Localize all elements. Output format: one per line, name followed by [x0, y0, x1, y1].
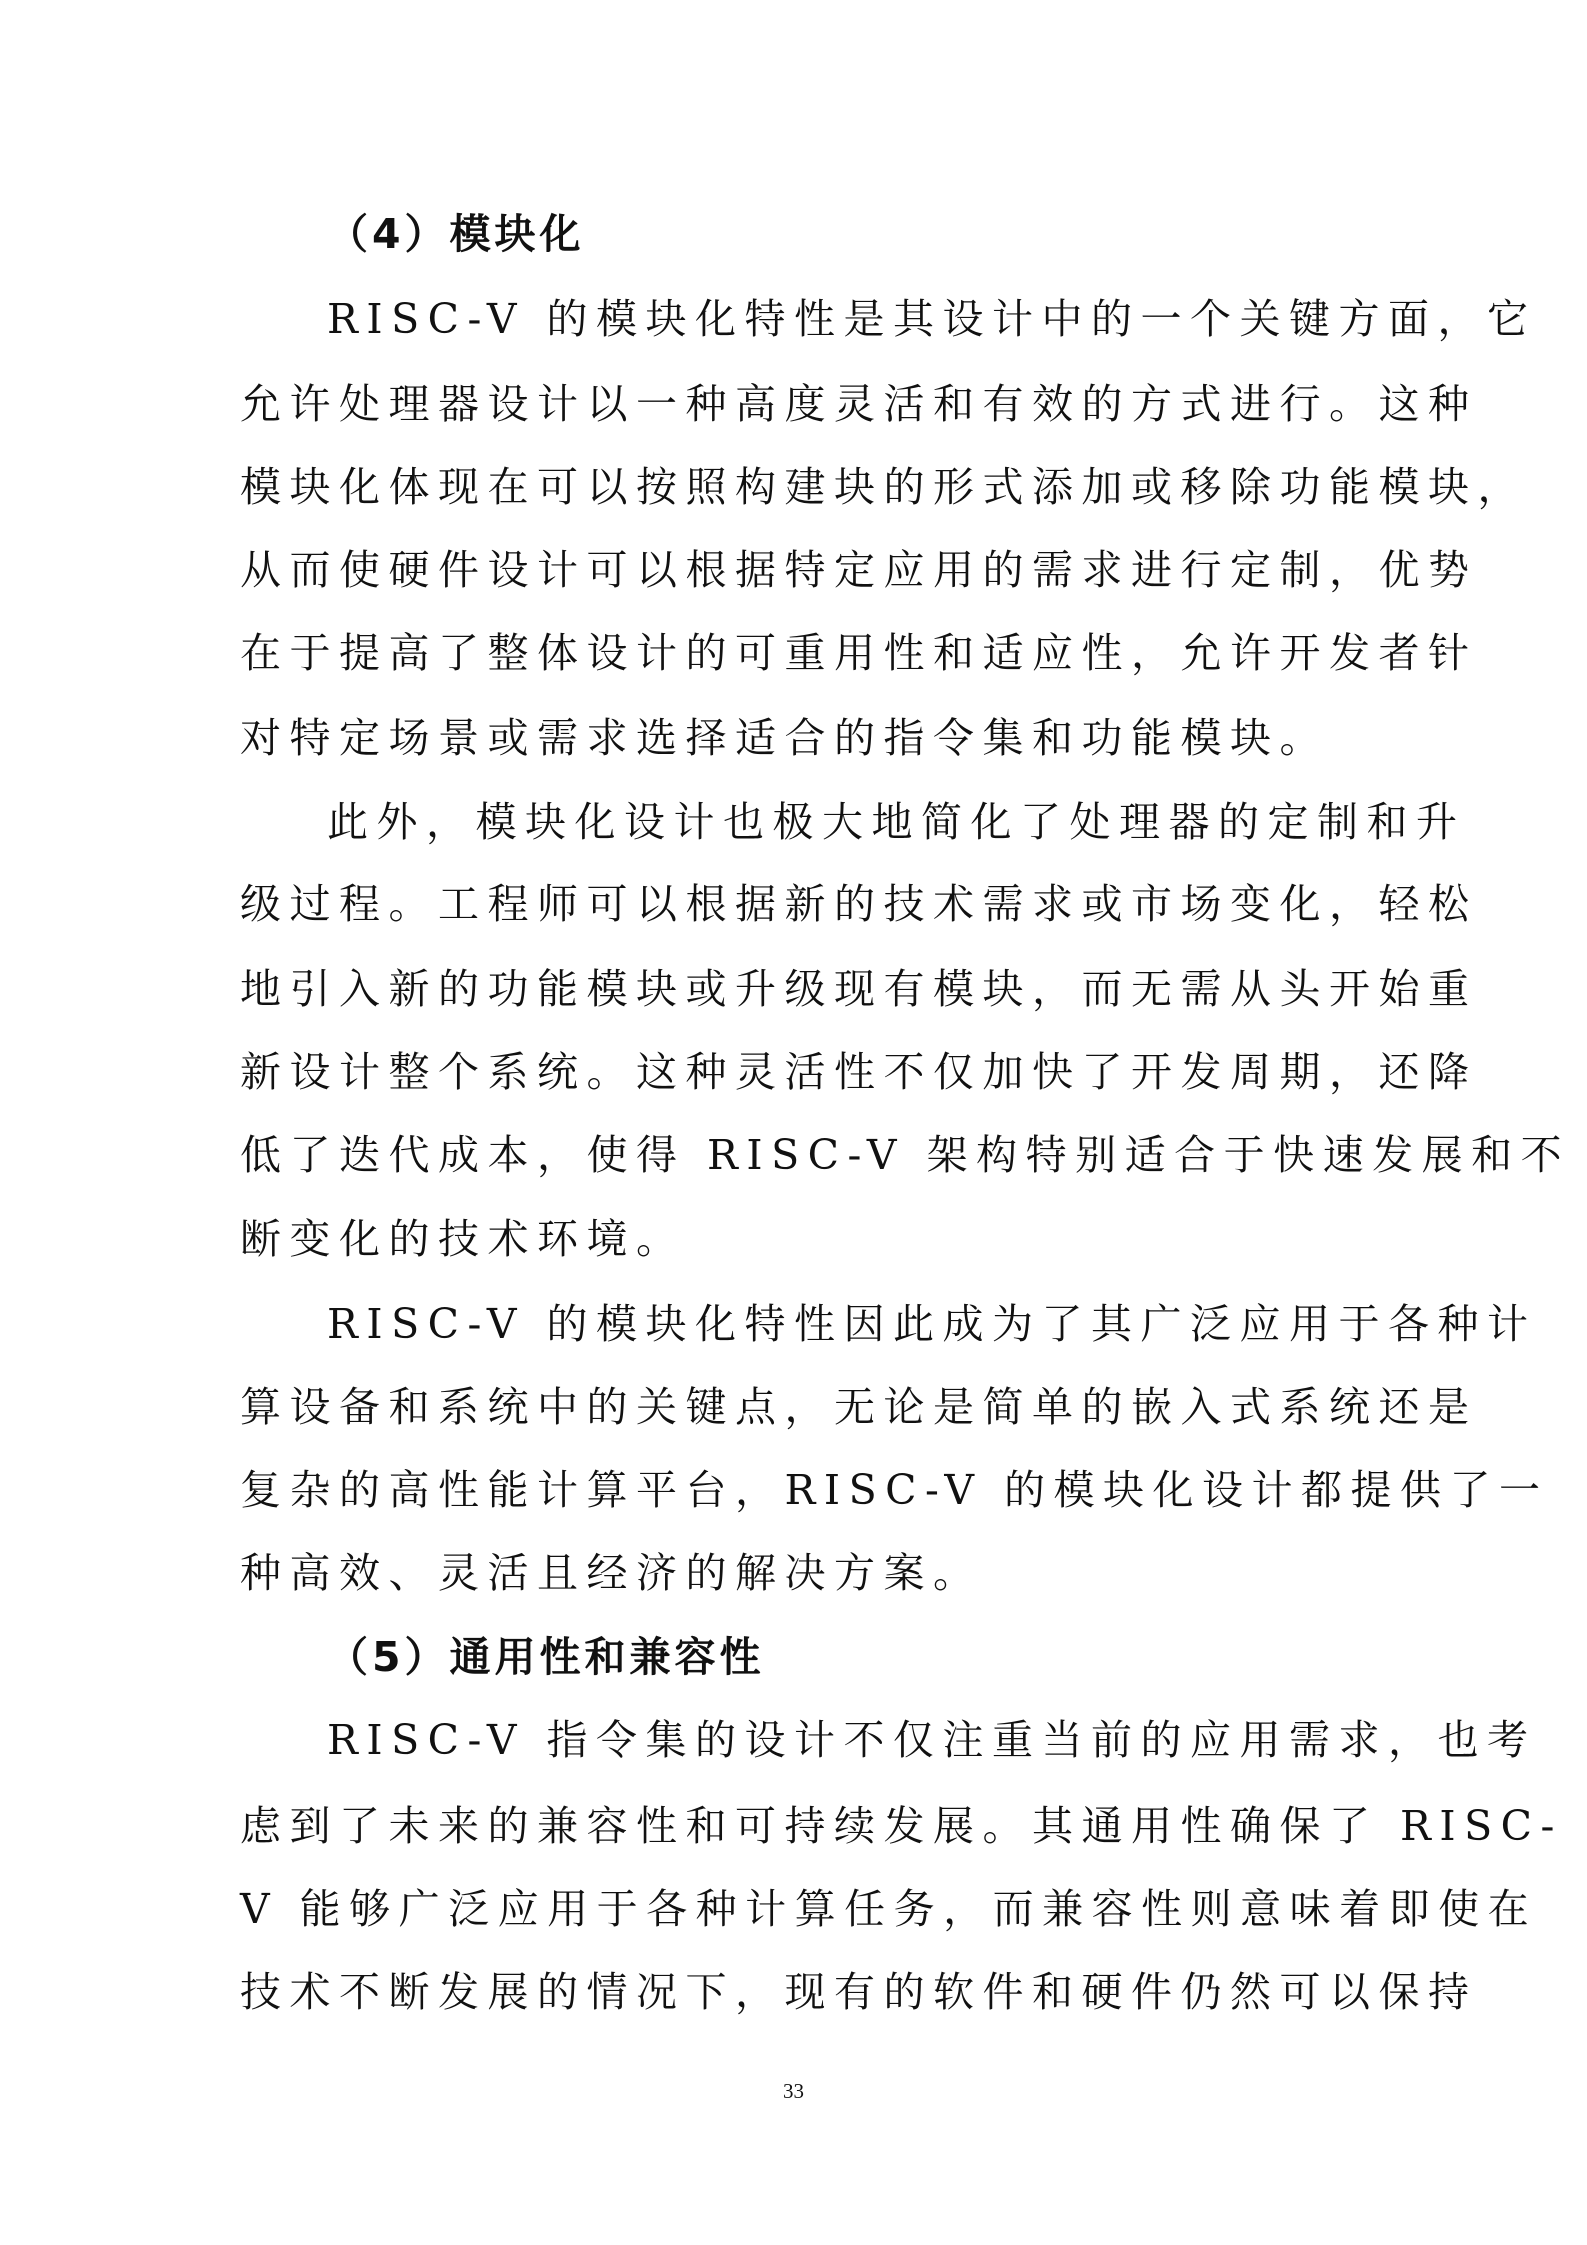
paragraph-line: 技术不断发展的情况下，现有的软件和硬件仍然可以保持 — [240, 1968, 1478, 2016]
paragraph-line: 断变化的技术环境。 — [240, 1215, 686, 1263]
paragraph-line: RISC-V 的模块化特性是其设计中的一个关键方面，它 — [327, 295, 1537, 343]
paragraph-line: 地引入新的功能模块或升级现有模块，而无需从头开始重 — [240, 965, 1478, 1013]
paragraph-line: 允许处理器设计以一种高度灵活和有效的方式进行。这种 — [240, 380, 1478, 428]
paragraph-line: 模块化体现在可以按照构建块的形式添加或移除功能模块， — [240, 463, 1527, 511]
paragraph-line: 级过程。工程师可以根据新的技术需求或市场变化，轻松 — [240, 880, 1478, 928]
paragraph-line: 算设备和系统中的关键点，无论是简单的嵌入式系统还是 — [240, 1383, 1478, 1431]
paragraph-line: 此外，模块化设计也极大地简化了处理器的定制和升 — [327, 798, 1466, 846]
paragraph-line: 种高效、灵活且经济的解决方案。 — [240, 1549, 983, 1597]
paragraph-line: 低了迭代成本，使得 RISC-V 架构特别适合于快速发展和不 — [240, 1131, 1571, 1179]
paragraph-line: 新设计整个系统。这种灵活性不仅加快了开发周期，还降 — [240, 1048, 1478, 1096]
paragraph-line: RISC-V 指令集的设计不仅注重当前的应用需求，也考 — [327, 1716, 1537, 1764]
paragraph-line: 在于提高了整体设计的可重用性和适应性，允许开发者针 — [240, 629, 1478, 677]
paragraph-line: 虑到了未来的兼容性和可持续发展。其通用性确保了 RISC- — [240, 1802, 1563, 1850]
paragraph-line: 从而使硬件设计可以根据特定应用的需求进行定制，优势 — [240, 546, 1478, 594]
paragraph-line: 对特定场景或需求选择适合的指令集和功能模块。 — [240, 714, 1329, 762]
section-heading-modularity: （4）模块化 — [327, 210, 585, 258]
paragraph-line: RISC-V 的模块化特性因此成为了其广泛应用于各种计 — [327, 1300, 1537, 1348]
paragraph-line: V 能够广泛应用于各种计算任务，而兼容性则意味着即使在 — [240, 1885, 1538, 1933]
page-number: 33 — [783, 2079, 804, 2103]
paragraph-line: 复杂的高性能计算平台，RISC-V 的模块化设计都提供了一 — [240, 1466, 1549, 1514]
section-heading-compatibility: （5）通用性和兼容性 — [327, 1633, 765, 1681]
